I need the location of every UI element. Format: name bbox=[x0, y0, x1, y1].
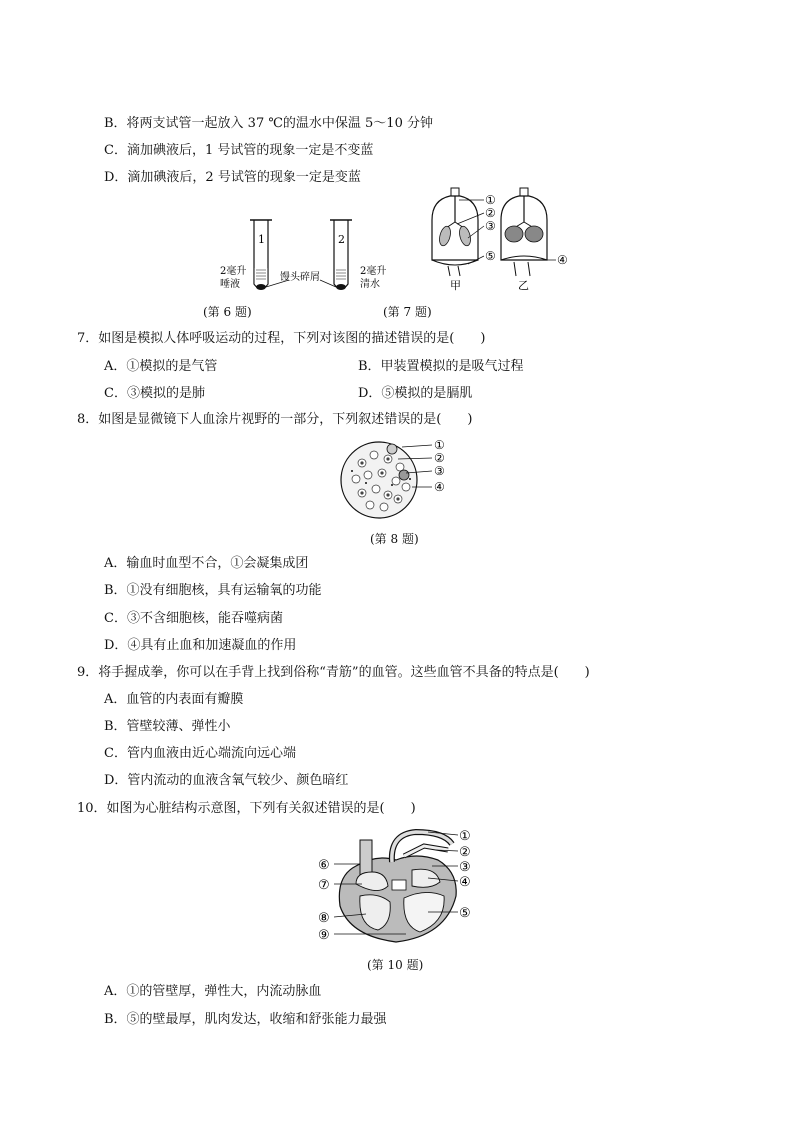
q9-option-b: B．管壁较薄、弹性小 bbox=[104, 719, 231, 734]
q8-caption: (第 8 题) bbox=[370, 532, 419, 546]
mark-6: ⑥ bbox=[318, 858, 330, 873]
mark-1: ① bbox=[459, 829, 471, 844]
mark-7: ⑦ bbox=[318, 878, 330, 893]
q9-option-c: C．管内血液由近心端流向远心端 bbox=[104, 746, 296, 761]
q9-stem: 9．将手握成拳，你可以在手背上找到俗称“青筋”的血管。这些血管不具备的特点是( ) bbox=[77, 665, 590, 680]
water-label-2: 清水 bbox=[360, 279, 380, 290]
label-jia: 甲 bbox=[450, 279, 461, 292]
q7-option-d: D．⑤模拟的是膈肌 bbox=[358, 386, 473, 401]
bell-jar-figure bbox=[428, 186, 576, 292]
mark-9: ⑨ bbox=[318, 928, 330, 943]
mark-4: ④ bbox=[434, 480, 445, 494]
mark-5: ⑤ bbox=[485, 249, 496, 263]
mark-2: ② bbox=[485, 206, 496, 220]
q8-option-d: D．④具有止血和加速凝血的作用 bbox=[104, 638, 297, 653]
q6-option-d: D．滴加碘液后，2 号试管的现象一定是变蓝 bbox=[104, 170, 361, 185]
q9-option-d: D．管内流动的血液含氧气较少、颜色暗红 bbox=[104, 773, 349, 788]
mark-2: ② bbox=[459, 845, 471, 860]
q10-caption: (第 10 题) bbox=[367, 958, 424, 972]
q8-option-a: A．输血时血型不合，①会凝集成团 bbox=[104, 556, 309, 571]
q7-option-b: B．甲装置模拟的是吸气过程 bbox=[358, 359, 524, 374]
heart-figure bbox=[316, 826, 480, 946]
test-tube-2 bbox=[330, 220, 352, 290]
label-yi: 乙 bbox=[518, 279, 529, 292]
q8-option-b: B．①没有细胞核，具有运输氧的功能 bbox=[104, 583, 322, 598]
mark-5: ⑤ bbox=[459, 906, 471, 921]
saliva-label-1: 2毫升 bbox=[220, 266, 247, 277]
q10-stem: 10．如图为心脏结构示意图，下列有关叙述错误的是( ) bbox=[77, 801, 416, 816]
q8-stem: 8．如图是显微镜下人血涂片视野的一部分，下列叙述错误的是( ) bbox=[77, 412, 473, 427]
mark-1: ① bbox=[485, 193, 496, 207]
tube-2-number: 2 bbox=[338, 233, 345, 246]
water-label-1: 2毫升 bbox=[360, 266, 387, 277]
saliva-label-2: 唾液 bbox=[220, 279, 240, 290]
q10-option-b: B．⑤的壁最厚，肌肉发达，收缩和舒张能力最强 bbox=[104, 1012, 387, 1027]
mark-1: ① bbox=[434, 438, 445, 452]
mark-4: ④ bbox=[459, 875, 471, 890]
q7-option-c: C．③模拟的是肺 bbox=[104, 386, 205, 401]
q9-option-a: A．血管的内表面有瓣膜 bbox=[104, 692, 244, 707]
q7-option-a: A．①模拟的是气管 bbox=[104, 359, 218, 374]
q6-caption: (第 6 题) bbox=[203, 305, 252, 319]
bell-jar-yi bbox=[501, 188, 547, 292]
test-tubes-figure bbox=[210, 212, 400, 298]
q7-caption: (第 7 题) bbox=[383, 305, 432, 319]
q8-option-c: C．③不含细胞核，能吞噬病菌 bbox=[104, 611, 283, 626]
mark-3: ③ bbox=[434, 464, 445, 478]
blood-smear-figure bbox=[340, 435, 458, 525]
mark-3: ③ bbox=[459, 860, 471, 875]
bread-crumb-label: 馒头碎屑 bbox=[280, 272, 320, 283]
mark-2: ② bbox=[434, 451, 445, 465]
mark-8: ⑧ bbox=[318, 911, 330, 926]
q6-option-c: C．滴加碘液后，1 号试管的现象一定是不变蓝 bbox=[104, 143, 374, 158]
test-tube-1 bbox=[250, 220, 272, 290]
q10-option-a: A．①的管壁厚，弹性大，内流动脉血 bbox=[104, 984, 322, 999]
q7-stem: 7．如图是模拟人体呼吸运动的过程，下列对该图的描述错误的是( ) bbox=[77, 331, 486, 346]
bell-jar-jia bbox=[432, 188, 478, 292]
mark-4: ④ bbox=[557, 253, 568, 267]
mark-3: ③ bbox=[485, 219, 496, 233]
q6-option-b: B．将两支试管一起放入 37 ℃的温水中保温 5～10 分钟 bbox=[104, 116, 433, 131]
tube-1-number: 1 bbox=[258, 233, 265, 246]
